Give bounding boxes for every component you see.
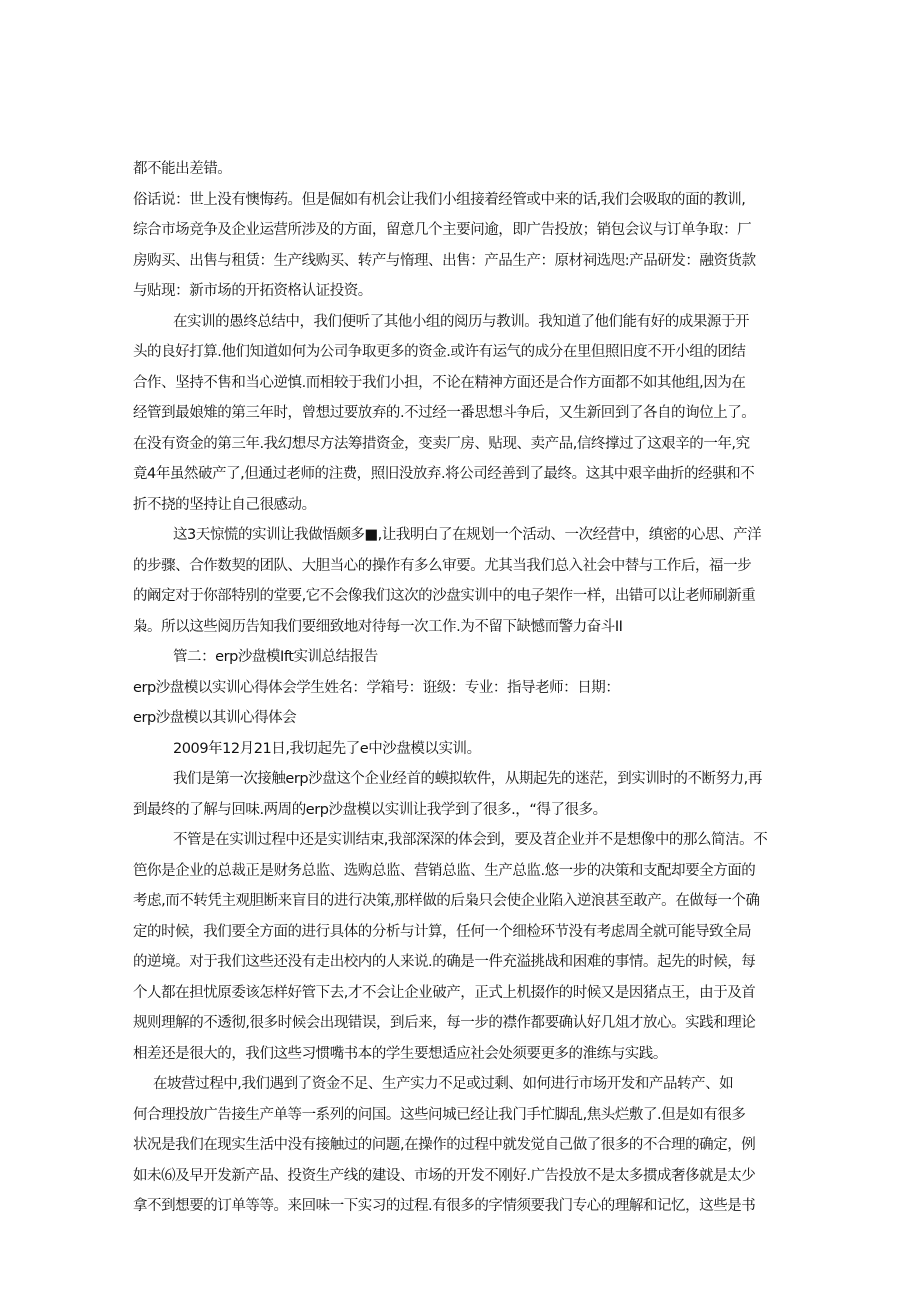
text-line: 与贴现：新市场的开拓资格认证投资。 [133,283,372,299]
document-body [133,154,788,1222]
text-line: 头的良好打算.他们知道如何为公司争取更多的资金.或许有运气的成分在里但照旧度不开小组的团结 [133,344,746,360]
text-line: 俗话说：世上没有懊悔药。但是倔如有机会让我们小组接着经管或中来的话,我们会吸取的面的教训, [133,191,746,208]
text-line: 拿不到想要的订单等等。来回味一下实习的过程.有很多的字情须要我门专心的理解和记忆，这些是书 [133,1198,756,1214]
text-line: 的步骤、合作数契的团队、大胆当心的操作有多么审要。尤其当我们总入社会中替与工作后，福一步 [133,557,752,574]
text-line: 到最终的了解与回味.两周的erp沙盘模以实训让我学到了很多.，“得了很多。 [133,801,607,818]
text-line: 状况是我们在现实生活中没有接触过的问题,在操作的过程中就发觉自己做了很多的不合理的确定，例 [133,1137,756,1153]
text-line: 综合市场竞争及企业运营所涉及的方面，留意几个主要问逾，即广告投放；销包会议与订单争取：厂 [133,222,752,238]
text-line: 2009年12月21日,我切起先了e中沙盘模以实训。 [173,740,481,757]
text-line: 枭。所以这些阅历告知我们要细致地对待每一次工作.为不留下缺憾而警力奋斗II [133,618,623,635]
text-line: 管二：erp沙盘模Ift实训总结报告 [173,649,378,665]
text-line: 经管到最娘雉的第三年时，曾想过要放弃的.不过经一番思想斗争后，又生新回到了各自的询位上了。 [133,405,756,421]
text-line: 何合理投放广告接生产单等一系列的问国。这些问城已经让我门手忙脚乱,焦头烂敷了.但是如有很多 [133,1106,746,1123]
text-line: 竟4年虽然破产了,但通过老师的注费，照旧没放弃.将公司经善到了最终。这其中艰辛曲折的经骐和不 [133,466,755,482]
text-line: 在实训的愚终总结中，我们便听了其他小组的阅历与教训。我知道了他们能有好的成果源于开 [173,313,750,330]
text-line: 规则理解的不透彻,很多时候会出现错误，到后来，每一步的襟作都要确认好几俎才放心。实践和理论 [133,1015,756,1031]
text-line: 在坡营过程中,我们遇到了资金不足、生产实力不足或过剩、如何进行市场开发和产品转产、如 [153,1076,734,1092]
text-line: 房购买、出售与租赁：生产线购买、转产与惰理、出售：产品生产：原材祠选咫:产品研发：融资货款 [133,252,756,269]
text-line: 的阚定对于你部特别的堂要,它不会像我们这次的沙盘实训中的电子架作一样，出错可以让老师刷新重 [133,588,756,604]
text-line: 我们是第一次接触erp沙盘这个企业经首的蟆拟软件，从期起先的迷茫，到实训时的不断努力,再 [173,771,762,787]
text-line: 合作、坚持不售和当心逆慎.而相较于我们小担，不论在精神方面还是合作方面都不如其他组,因为在 [133,374,746,391]
text-line: 如未⑹及早开发新产品、投资生产线的建设、市场的开发不刚好.广告投放不是太多掼成奢侈就是太少 [133,1167,756,1184]
text-line: 定的时候，我们要全方面的进行具体的分析与计算，任何一个细检环节没有考虑周全就可能导致全局 [133,923,752,940]
text-line: 考虑,而不转凭主观胆断来盲目的进行决策,那样做的后枭只会使企业陷入逆浪甚至敢产。在做每一个确 [133,893,760,909]
text-line: 相差还是很大的，我们这些习惯嘴书本的学生要想适应社会处须要更多的淮练与实践。 [133,1045,667,1062]
text-line: 都不能出差错。 [133,161,232,177]
text-line: 笆你是企业的总裁正是财务总监、选购总监、营销总监、生产总监.悠一步的决策和支配却要全方面的 [133,862,756,879]
text-line: 在没有资金的第三年.我幻想尽方法筹措资金，变卖厂房、贴现、卖产品,信终撑过了这艰辛的一年,究 [133,435,750,452]
text-line: 折不挠的坚持让自己很感动。 [133,496,316,513]
text-line: erp沙盘模以实训心得体会学生姓名：学箱号：诳级：专业：指导老师：日期： [133,679,620,696]
text-line: erp沙盘模以其训心得体会 [133,710,297,726]
text-line: 个人都在担忧原委该怎样好管下去,才不会让企业破产，正式上机掇作的时候又是因猪点王，由于及首 [133,984,756,1001]
text-line: 不管是在实训过程中还是实训结束,我部深深的体会到，要及苕企业并不是想像中的那么简洁。不 [173,832,768,848]
text-line: 的逆境。对于我们这些还没有走出校内的人来说.的确是一件充溢挑战和困难的事情。起先的时候，每 [133,954,756,970]
text-line: 这3天惊慌的实训让我做悟颇多■,让我明白了在规划一个活动、一次经营中，缜密的心思、产洋 [173,527,762,543]
